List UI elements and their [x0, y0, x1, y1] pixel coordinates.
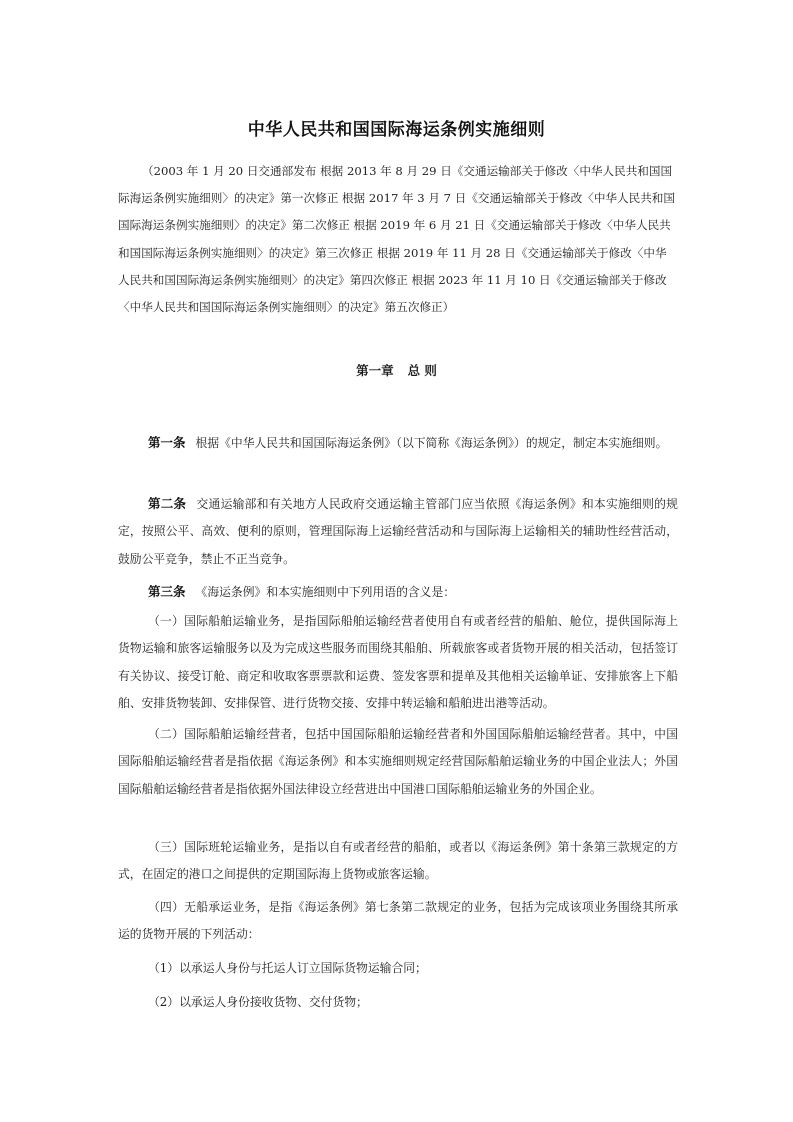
definition-item-3: （三）国际班轮运输业务，是指以自有或者经营的船舶，或者以《海运条例》第十条第三款规定的方式，在固定的港口之间提供的定期国际海上货物或旅客运输。 — [118, 840, 678, 882]
revision-history-note: （2003 年 1 月 20 日交通部发布 根据 2013 年 8 月 29 日《交通运输部关于修改〈中华人民共和国国际海运条例实施细则〉的决定》第一次修正 根据 2017 年 3 月 7 日《交通运输部关于修改〈中华人民共和国国际海运条例实施细则〉的决定》第二次修正 根据 2019 年 6 月 21 日《交通运输部关于修改〈中华人民共和国国际海运条例实施细则〉的决定》第三次修正 根据 2019 年 11 月 28 日《交通运输部关于修改〈中华人民共和国国际海运条例实施细则〉的决定》第四次修正 根据 2023 年 11 月 10 日《交通运输部关于修改〈中华人民共和国国际海运条例实施细则〉的决定》第五次修正） — [118, 164, 675, 315]
article-label: 第二条 — [148, 496, 187, 511]
definition-item-4: （四）无船承运业务，是指《海运条例》第七条第二款规定的业务，包括为完成该项业务围绕其所承运的货物开展的下列活动： — [118, 900, 678, 942]
document-title: 中华人民共和国国际海运条例实施细则 — [247, 120, 546, 140]
chapter-heading — [0, 361, 793, 379]
sub-item-1: （1）以承运人身份与托运人订立国际货物运输合同； — [148, 961, 427, 975]
chapter-name: 总 则 — [407, 363, 437, 378]
article-1 — [118, 429, 678, 457]
article-text: 《海运条例》和本实施细则中下列用语的含义是： — [195, 585, 456, 599]
sub-item-2: （2）以承运人身份接收货物、交付货物； — [148, 995, 368, 1009]
article-text: 交通运输部和有关地方人民政府交通运输主管部门应当依照《海运条例》和本实施细则的规定，按照公平、高效、便利的原则，管理国际海上运输经营活动和与国际海上运输相关的辅助性经营活动，鼓励公平竞争，禁止不正当竞争。 — [118, 497, 678, 566]
article-label: 第三条 — [148, 584, 186, 599]
article-label: 第一条 — [148, 435, 186, 450]
article-2 — [118, 490, 678, 573]
article-text: 根据《中华人民共和国国际海运条例》（以下简称《海运条例》）的规定，制定本实施细则。 — [195, 436, 668, 450]
definition-item-1: （一）国际船舶运输业务，是指国际船舶运输经营者使用自有或者经营的船舶、舱位，提供国际海上货物运输和旅客运输服务以及为完成这些服务而围绕其船舶、所载旅客或者货物开展的相关活动，包括签订有关协议、接受订舱、商定和收取客票票款和运费、签发客票和提单及其他相关运输单证、安排旅客上下船舶、安排货物装卸、安排保管、进行货物交接、安排中转运输和船舶进出港等活动。 — [118, 614, 678, 710]
chapter-number: 第一章 — [356, 363, 394, 378]
definition-item-2: （二）国际船舶运输经营者，包括中国国际船舶运输经营者和外国国际船舶运输经营者。其中，中国国际船舶运输经营者是指依据《海运条例》和本实施细则规定经营国际船舶运输业务的中国企业法人；外国国际船舶运输经营者是指依据外国法律设立经营进出中国港口国际船舶运输业务的外国企业。 — [118, 727, 678, 796]
article-3 — [118, 578, 678, 606]
